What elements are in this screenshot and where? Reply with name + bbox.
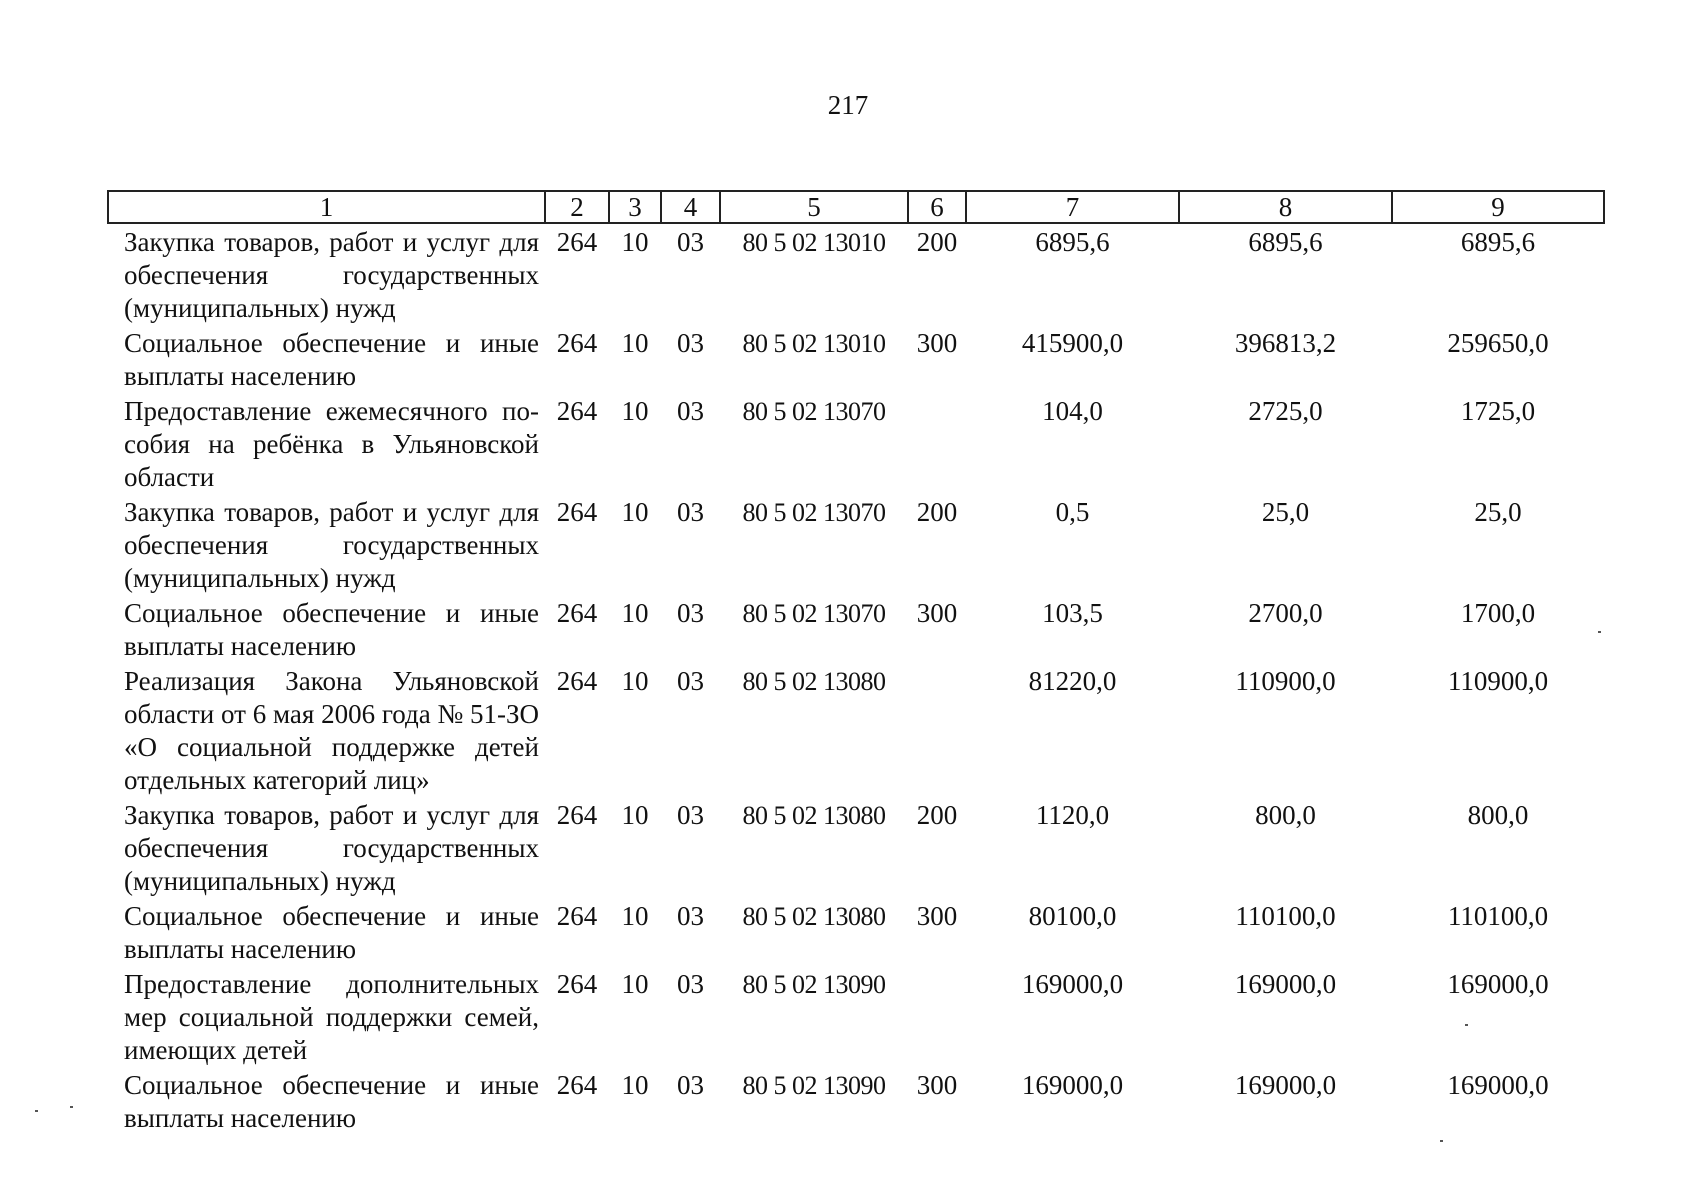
table-row [108, 325, 1604, 393]
cell-col-7: 415900,0 [1021, 328, 1124, 358]
cell-col-7: 169000,0 [1021, 1070, 1124, 1100]
column-header-4: 4 [661, 191, 720, 223]
row-name: Социальное обеспечение и иные выплаты населению [124, 598, 539, 661]
table-row [108, 595, 1604, 663]
cell-col-3: 10 [621, 969, 649, 999]
cell-col-9: 110100,0 [1447, 901, 1549, 931]
cell-col-5: 80 5 02 13090 [742, 1071, 886, 1100]
row-name: Предоставление ежемесячного пособия на ребёнка в Ульяновской области [124, 396, 539, 492]
cell-col-3: 10 [621, 598, 649, 628]
row-name: Предоставление дополнительных мер социальной поддержки семей, имеющих детей [124, 969, 539, 1065]
cell-col-8: 396813,2 [1234, 328, 1337, 358]
cell-col-5: 80 5 02 13010 [742, 228, 886, 257]
column-header-7: 7 [966, 191, 1179, 223]
cell-col-4: 03 [677, 666, 704, 696]
row-name: Реализация Закона Ульяновской области от 6 мая 2006 года № 51-ЗО «О социальной поддержке детей отдельных категорий лиц» [124, 666, 539, 795]
cell-col-9: 6895,6 [1460, 227, 1536, 257]
row-name: Социальное обеспечение и иные выплаты населению [124, 328, 539, 391]
column-header-8: 8 [1179, 191, 1392, 223]
cell-col-7: 80100,0 [1028, 901, 1117, 931]
cell-col-4: 03 [677, 396, 704, 426]
column-header-9: 9 [1392, 191, 1604, 223]
cell-col-3: 10 [621, 1070, 649, 1100]
cell-col-6 [908, 393, 966, 494]
cell-col-8: 6895,6 [1248, 227, 1323, 257]
cell-col-2: 264 [556, 800, 598, 830]
scan-speck [1465, 1024, 1468, 1026]
cell-col-6: 300 [916, 1070, 958, 1100]
cell-col-3: 10 [621, 666, 649, 696]
column-header-1: 1 [108, 191, 545, 223]
row-name: Закупка товаров, работ и услуг для обеспечения государственных (муниципальных) нужд [124, 497, 539, 593]
cell-col-5: 80 5 02 13010 [742, 329, 886, 358]
cell-col-6: 300 [916, 901, 958, 931]
column-header-5: 5 [720, 191, 908, 223]
cell-col-3: 10 [621, 227, 649, 257]
table-row [108, 1067, 1604, 1135]
row-name: Закупка товаров, работ и услуг для обеспечения государственных (муниципальных) нужд [124, 800, 539, 896]
cell-col-8: 110100,0 [1235, 901, 1336, 931]
column-header-2: 2 [545, 191, 609, 223]
cell-col-4: 03 [677, 800, 704, 830]
cell-col-8: 110900,0 [1235, 666, 1336, 696]
cell-col-9: 800,0 [1467, 800, 1529, 830]
cell-col-9: 1700,0 [1460, 598, 1536, 628]
cell-col-4: 03 [677, 1070, 704, 1100]
cell-col-6: 300 [916, 328, 958, 358]
cell-col-8: 800,0 [1255, 800, 1316, 830]
row-name: Социальное обеспечение и иные выплаты населению [124, 901, 539, 964]
cell-col-2: 264 [556, 969, 598, 999]
table-row [108, 898, 1604, 966]
cell-col-9: 169000,0 [1447, 1070, 1549, 1100]
cell-col-2: 264 [556, 1070, 598, 1100]
cell-col-9: 1725,0 [1460, 396, 1536, 426]
scan-speck [70, 1106, 73, 1108]
cell-col-8: 169000,0 [1234, 1070, 1337, 1100]
cell-col-7: 0,5 [1055, 497, 1090, 527]
cell-col-6: 200 [916, 227, 958, 257]
cell-col-7: 169000,0 [1021, 969, 1124, 999]
cell-col-6: 300 [916, 598, 958, 628]
cell-col-6 [908, 966, 966, 1067]
scan-speck [1598, 631, 1601, 633]
cell-col-9: 259650,0 [1447, 328, 1549, 358]
cell-col-4: 03 [677, 969, 704, 999]
cell-col-3: 10 [621, 396, 649, 426]
cell-col-5: 80 5 02 13080 [742, 902, 886, 931]
cell-col-5: 80 5 02 13080 [742, 667, 886, 696]
cell-col-3: 10 [621, 901, 649, 931]
budget-table [107, 190, 1605, 1135]
cell-col-9: 25,0 [1474, 497, 1522, 527]
cell-col-8: 2725,0 [1248, 396, 1323, 426]
cell-col-2: 264 [556, 901, 598, 931]
cell-col-8: 2700,0 [1248, 598, 1323, 628]
cell-col-5: 80 5 02 13070 [742, 498, 886, 527]
cell-col-2: 264 [556, 497, 598, 527]
cell-col-6 [908, 663, 966, 797]
table-row [108, 393, 1604, 494]
cell-col-8: 25,0 [1261, 497, 1310, 527]
column-header-3: 3 [609, 191, 661, 223]
row-name: Социальное обеспечение и иные выплаты населению [124, 1070, 539, 1133]
column-header-6: 6 [908, 191, 966, 223]
table-row [108, 797, 1604, 898]
cell-col-9: 110900,0 [1447, 666, 1549, 696]
cell-col-7: 1120,0 [1035, 800, 1110, 830]
cell-col-4: 03 [677, 901, 704, 931]
cell-col-5: 80 5 02 13090 [742, 970, 886, 999]
cell-col-4: 03 [677, 227, 704, 257]
cell-col-7: 104,0 [1042, 396, 1103, 426]
cell-col-7: 103,5 [1042, 598, 1103, 628]
table-row [108, 223, 1604, 325]
cell-col-6: 200 [916, 497, 958, 527]
cell-col-5: 80 5 02 13070 [742, 599, 886, 628]
table-row [108, 663, 1604, 797]
cell-col-7: 6895,6 [1035, 227, 1110, 257]
table-row [108, 966, 1604, 1067]
scan-speck [35, 1110, 38, 1112]
cell-col-5: 80 5 02 13070 [742, 397, 886, 426]
cell-col-2: 264 [556, 227, 598, 257]
table-row [108, 494, 1604, 595]
cell-col-9: 169000,0 [1447, 969, 1549, 999]
cell-col-3: 10 [621, 800, 649, 830]
cell-col-6: 200 [916, 800, 958, 830]
cell-col-3: 10 [621, 497, 649, 527]
cell-col-2: 264 [556, 396, 598, 426]
scan-speck [1440, 1140, 1443, 1142]
cell-col-8: 169000,0 [1234, 969, 1337, 999]
cell-col-3: 10 [621, 328, 649, 358]
cell-col-4: 03 [677, 328, 704, 358]
row-name: Закупка товаров, работ и услуг для обеспечения государственных (муниципальных) нужд [124, 227, 539, 323]
cell-col-5: 80 5 02 13080 [742, 801, 886, 830]
cell-col-2: 264 [556, 328, 598, 358]
cell-col-4: 03 [677, 598, 704, 628]
cell-col-2: 264 [556, 598, 598, 628]
cell-col-7: 81220,0 [1028, 666, 1117, 696]
cell-col-2: 264 [556, 666, 598, 696]
header-row [108, 191, 1604, 223]
cell-col-4: 03 [677, 497, 704, 527]
page-number: 217 [827, 90, 869, 120]
